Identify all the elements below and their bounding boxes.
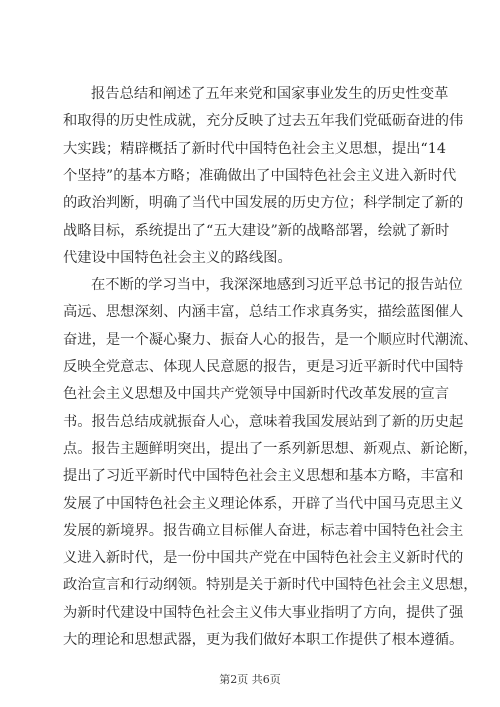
- paragraph-2-line-6: 书。报告总结成就振奋人心，意味着我国发展站到了新的历史起: [63, 413, 464, 430]
- paragraph-1-line-7: 代建设中国特色社会主义的路线图。: [63, 249, 292, 266]
- paragraph-2-line-9: 发展了中国特色社会主义理论体系，开辟了当代中国马克思主义: [63, 495, 464, 512]
- paragraph-2-line-10: 发展的新境界。报告确立目标催人奋进，标志着中国特色社会主: [63, 522, 464, 539]
- paragraph-1-line-4: 个坚持”的基本方略；准确做出了中国特色社会主义进入新时代: [63, 167, 457, 184]
- paragraph-2-line-12: 政治宣言和行动纲领。特别是关于新时代中国特色社会主义思想，: [63, 577, 478, 594]
- paragraph-2-line-11: 义进入新时代，是一份中国共产党在中国特色社会主义新时代的: [63, 550, 464, 567]
- paragraph-1-line-3: 大实践；精辟概括了新时代中国特色社会主义思想，提出“14: [63, 140, 446, 157]
- paragraph-1-line-1: 报告总结和阐述了五年来党和国家事业发生的历史性变革: [91, 86, 449, 102]
- paragraph-2-line-8: 提出了习近平新时代中国特色社会主义思想和基本方略，丰富和: [63, 468, 464, 485]
- page-footer: 第2页 共6页: [219, 673, 281, 686]
- paragraph-2-line-7: 点。报告主题鲜明突出，提出了一系列新思想、新观点、新论断，: [63, 440, 478, 457]
- paragraph-2-line-14: 大的理论和思想武器，更为我们做好本职工作提供了根本遵循。: [63, 632, 464, 648]
- paragraph-2-line-1: 在不断的学习当中，我深深地感到习近平总书记的报告站位: [91, 277, 463, 294]
- paragraph-2-line-4: 反映全党意志、体现人民意愿的报告，更是习近平新时代中国特: [63, 359, 464, 375]
- paragraph-2-line-2: 高远、思想深刻、内涵丰富，总结工作求真务实，描绘蓝图催人: [63, 304, 464, 321]
- paragraph-2-line-3: 奋进，是一个凝心聚力、振奋人心的报告，是一个顺应时代潮流、: [63, 331, 478, 348]
- paragraph-1-line-6: 战略目标，系统提出了“五大建设”新的战略部署，绘就了新时: [63, 222, 450, 239]
- paragraph-1-line-2: 和取得的历史性成就，充分反映了过去五年我们党砥砺奋进的伟: [63, 113, 464, 130]
- paragraph-2-line-5: 色社会主义思想及中国共产党领导中国新时代改革发展的宣言: [63, 386, 450, 403]
- paragraph-2-line-13: 为新时代建设中国特色社会主义伟大事业指明了方向，提供了强: [63, 604, 464, 621]
- paragraph-1-line-5: 的政治判断，明确了当代中国发展的历史方位；科学制定了新的: [63, 195, 464, 212]
